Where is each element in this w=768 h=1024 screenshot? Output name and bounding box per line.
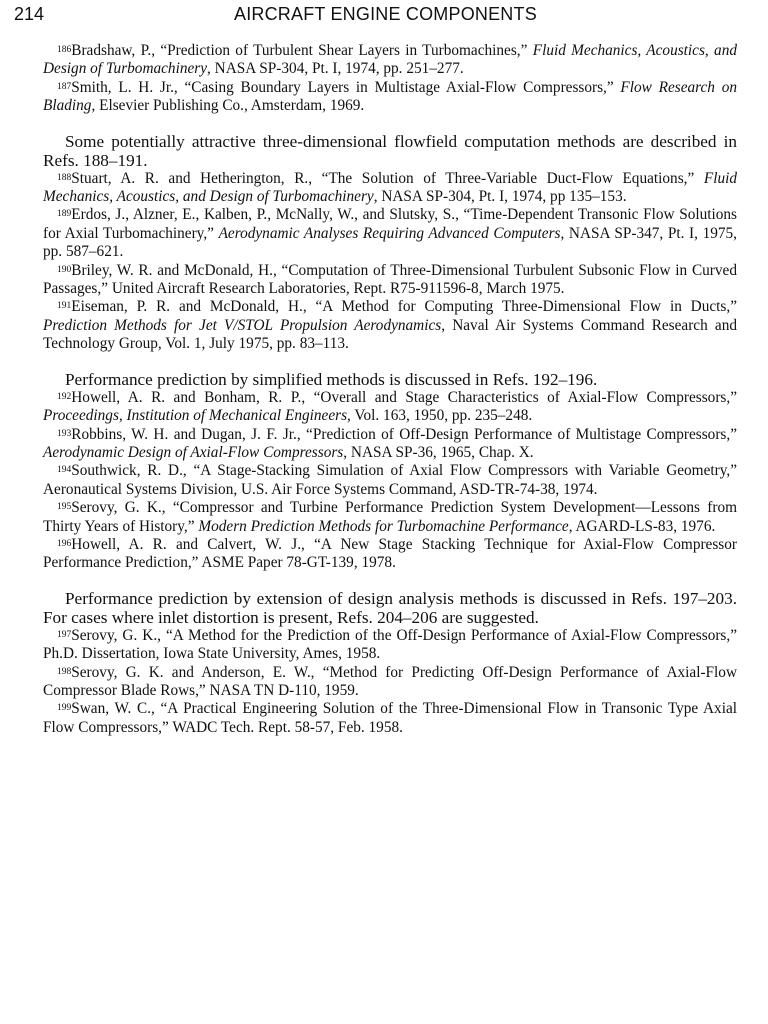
reference-text: Howell, A. R. and Bonham, R. P., “Overall and Stage Characteristics of Axial-Flow Compressors,” [71,388,737,406]
reference-entry [43,79,737,116]
reference-entry [43,536,737,573]
reference-text: Swan, W. C., “A Practical Engineering Solution of the Three-Dimensional Flow in Transonic Type Axial Flow Compressors,” WADC Tech. Rept. 58-57, Feb. 1958. [43,700,737,736]
reference-text-tail: , NASA SP-304, Pt. I, 1974, pp. 251–277. [207,60,464,78]
reference-number: 188 [57,172,72,183]
reference-text-tail: , AGARD-LS-83, 1976. [568,517,716,535]
reference-number: 198 [57,666,72,677]
reference-source-title: Flow Research on Blading [43,78,737,115]
reference-source-title: Prediction Methods for Jet V/STOL Propulsion Aerodynamics [43,316,442,334]
reference-text-tail: , Naval Air Systems Command Research and Technology Group, Vol. 1, July 1975, pp. 83–113. [43,316,737,353]
reference-entry [43,298,737,353]
reference-entry [43,170,737,207]
reference-text: Smith, L. H. Jr., “Casing Boundary Layers in Multistage Axial-Flow Compressors,” [71,78,621,96]
reference-list [43,42,737,737]
reference-source-title: Fluid Mechanics, Acoustics, and Design of Turbomachinery [43,42,737,78]
reference-number: 194 [57,465,72,476]
reference-source-title: Modern Prediction Methods for Turbomachine Performance [198,517,569,535]
reference-number: 199 [57,703,72,714]
reference-entry [43,462,737,499]
reference-entry [43,206,737,261]
page-number: 214 [14,4,45,24]
reference-text: Eiseman, P. R. and McDonald, H., “A Method for Computing Three-Dimensional Flow in Ducts,” [71,298,737,316]
reference-text: Erdos, J., Alzner, E., Kalben, P., McNally, W., and Slutsky, S., “Time-Dependent Transonic Flow Solutions for Axial Turbomachinery,” [43,206,737,242]
body-paragraph: Performance prediction by simplified methods is discussed in Refs. 192–196. [65,369,598,389]
reference-text: Briley, W. R. and McDonald, H., “Computation of Three-Dimensional Turbulent Subsonic Flow in Curved Passages,” United Aircraft Research Laboratories, Rept. R75-911596-8, March 1975. [43,261,737,298]
reference-source-title: Aerodynamic Analyses Requiring Advanced Computers [218,224,561,242]
page-header [14,4,754,30]
reference-number: 186 [57,45,72,55]
reference-number: 190 [57,264,72,275]
reference-text: Southwick, R. D., “A Stage-Stacking Simulation of Axial Flow Compressors with Variable Geometry,” Aeronautical Systems Division, U.S. Air Force Systems Command, ASD-TR-74-38, 1974. [43,462,737,498]
reference-entry [43,664,737,701]
reference-text-tail: , NASA SP-36, 1965, Chap. X. [343,443,534,461]
reference-number: 195 [57,502,72,513]
reference-text-tail: , Vol. 163, 1950, pp. 235–248. [347,407,533,425]
reference-source-title: Proceedings, Institution of Mechanical Engineers [43,407,348,425]
reference-text: Serovy, G. K., “Compressor and Turbine Performance Prediction System Development—Lessons from Thirty Years of History,” [43,499,737,535]
reference-source-title: Aerodynamic Design of Axial-Flow Compressors [43,443,344,461]
reference-number: 191 [57,301,72,312]
reference-entry [43,389,737,426]
reference-text: Bradshaw, P., “Prediction of Turbulent Shear Layers in Turbomachines,” [71,42,533,59]
reference-entry [43,627,737,664]
running-head: AIRCRAFT ENGINE COMPONENTS [234,4,537,24]
reference-text-tail: , NASA SP-304, Pt. I, 1974, pp 135–153. [373,188,627,206]
reference-number: 196 [57,538,72,549]
reference-text: Robbins, W. H. and Dugan, J. F. Jr., “Prediction of Off-Design Performance of Multistage Compressors,” [71,425,737,443]
reference-number: 187 [57,81,72,92]
reference-text: Stuart, A. R. and Hetherington, R., “The Solution of Three-Variable Duct-Flow Equations,” [71,169,704,187]
reference-entry [43,499,737,536]
reference-text: Howell, A. R. and Calvert, W. J., “A New Stage Stacking Technique for Axial-Flow Compressor Performance Prediction,” ASME Paper 78-GT-139, 1978. [43,535,737,572]
body-paragraph: Performance prediction by extension of design analysis methods is discussed in Refs. 197–203. For cases where inlet distortion is present, Refs. 204–206 are suggested. [43,588,737,627]
reference-entry [43,700,737,737]
reference-number: 197 [57,629,72,640]
reference-source-title: Fluid Mechanics, Acoustics, and Design of Turbomachinery [43,169,737,206]
reference-entry [43,426,737,463]
reference-text-tail: , NASA SP-347, Pt. I, 1975, pp. 587–621. [43,224,737,261]
reference-number: 193 [57,428,72,439]
reference-text: Serovy, G. K., “A Method for the Prediction of the Off-Design Performance of Axial-Flow Compressors,” Ph.D. Dissertation, Iowa State University, Ames, 1958. [43,626,737,663]
reference-text-tail: , Elsevier Publishing Co., Amsterdam, 1969. [91,97,365,115]
reference-text: Serovy, G. K. and Anderson, E. W., “Method for Predicting Off-Design Performance of Axial-Flow Compressor Blade Rows,” NASA TN D-110, 1959. [43,663,737,699]
reference-number: 192 [57,391,72,402]
reference-number: 189 [57,209,72,220]
reference-entry [43,42,737,79]
body-paragraph: Some potentially attractive three-dimensional flowfield computation methods are described in Refs. 188–191. [43,131,737,170]
reference-entry [43,262,737,299]
